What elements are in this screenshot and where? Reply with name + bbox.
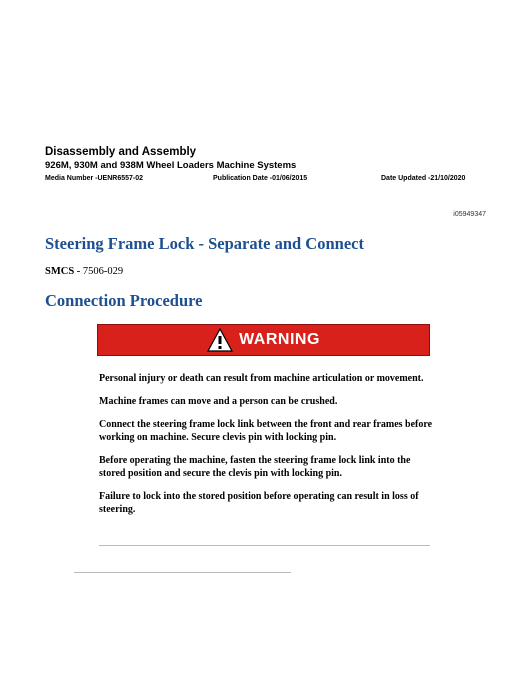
warning-paragraph: Failure to lock into the stored position before operating can result in loss of steering. (99, 491, 419, 515)
warning-paragraph: Connect the steering frame lock link between the front and rear frames before working on machine. Secure clevis pin with locking pin. (99, 419, 433, 443)
page-title: Steering Frame Lock - Separate and Connect (45, 234, 364, 253)
section-title: Connection Procedure (45, 291, 203, 310)
smcs-code (45, 266, 123, 277)
smcs-label: SMCS - (45, 266, 83, 277)
warning-triangle-icon (207, 328, 233, 352)
warning-body (99, 372, 434, 526)
section-divider (74, 572, 291, 573)
header-title: Disassembly and Assembly (45, 146, 197, 158)
document-id: i05949347 (453, 211, 486, 218)
warning-paragraph: Personal injury or death can result from machine articulation or movement. (99, 373, 424, 384)
warning-label: WARNING (239, 331, 320, 348)
smcs-value: 7506-029 (82, 266, 124, 277)
date-updated: Date Updated -21/10/2020 (381, 175, 466, 182)
warning-paragraph: Before operating the machine, fasten the steering frame lock link into the stored position and secure the clevis pin with locking pin. (99, 455, 411, 479)
warning-divider (99, 545, 430, 546)
publication-date: Publication Date -01/06/2015 (213, 175, 308, 182)
media-number: Media Number -UENR6557-02 (45, 175, 144, 182)
header-subtitle: 926M, 930M and 938M Wheel Loaders Machine Systems (45, 160, 297, 171)
warning-paragraph: Machine frames can move and a person can be crushed. (99, 396, 338, 407)
warning-banner (97, 324, 430, 356)
